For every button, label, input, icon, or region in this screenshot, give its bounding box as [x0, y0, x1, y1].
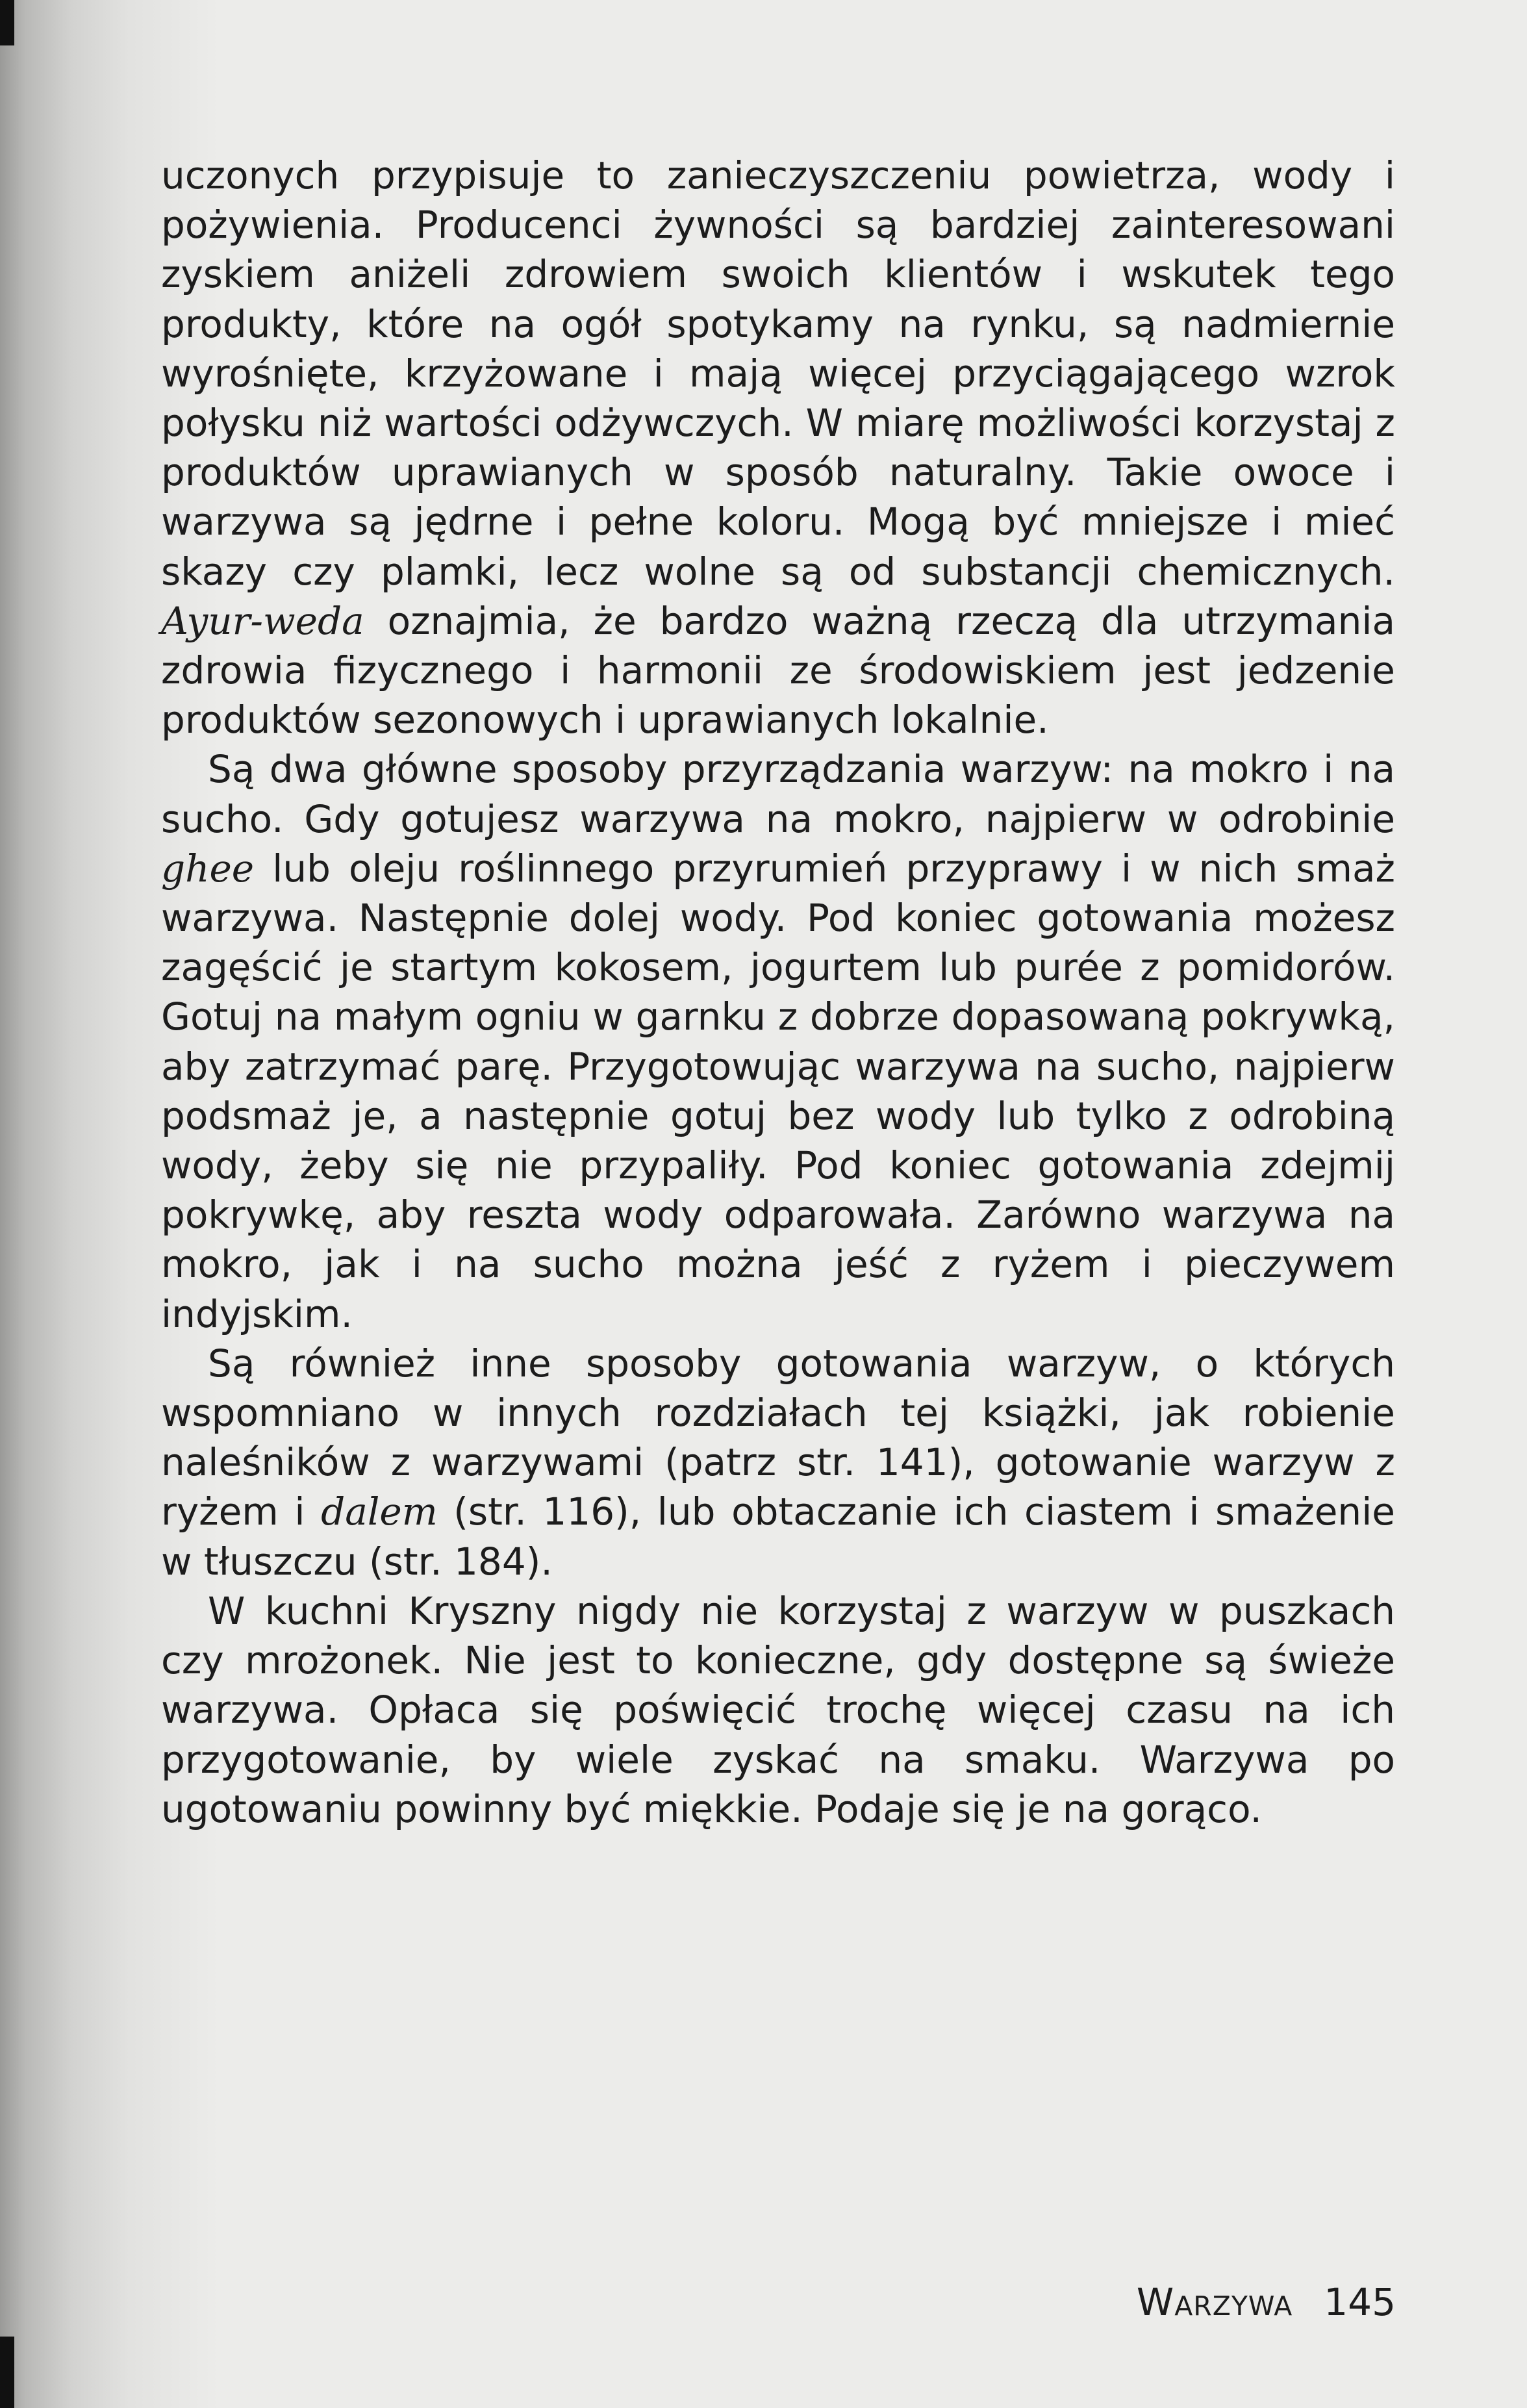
text-segment: lub oleju roślinnego przyrumień przyprawy i w nich smaż warzywa. Następnie dolej wody. Pod koniec gotowania możesz zagęścić je startym kokosem, jogurtem lub purée z pomidorów. Gotuj na małym ogniu w garnku z dobrze dopasowaną pokrywką, aby zatrzymać parę. Przygotowując warzywa na sucho, najpierw podsmaż je, a następnie gotuj bez wody lub tylko z odrobiną wody, żeby się nie przypaliły. Pod koniec gotowania zdejmij pokrywkę, aby reszta wody odparowała. Zarówno warzywa na mokro, jak i na sucho można jeść z ryżem i pieczywem indyjskim. [161, 846, 1395, 1336]
text-segment: uczonych przypisuje to zanieczyszczeniu powietrza, wody i pożywienia. Producenci żywności są bardziej zainteresowani zyskiem aniżeli zdrowiem swoich klientów i wskutek tego produkty, które na ogół spotykamy na rynku, są nadmiernie wyrośnięte, krzyżowane i mają więcej przyciągającego wzrok połysku niż wartości odżywczych. W miarę możliwości korzystaj z produktów uprawianych w sposób naturalny. Takie owoce i warzywa są jędrne i pełne koloru. Mogą być mniejsze i mieć skazy czy plamki, lecz wolne są od substancji chemicznych. [161, 153, 1395, 594]
paragraph-4 [161, 1586, 1395, 1834]
scan-edge-mark [0, 2337, 14, 2408]
paragraph-2 [161, 744, 1395, 1338]
body-text [161, 151, 1395, 1834]
text-segment: (str. 116), lub obtaczanie ich ciastem i smażenie w tłuszczu (str. 184). [161, 1489, 1395, 1584]
page-number: 145 [1324, 2280, 1396, 2324]
text-segment: Są również inne sposoby gotowania warzyw, o których wspomniano w innych rozdziałach tej książki, jak robienie naleśników z warzywami (patrz str. 141), gotowanie warzyw z ryżem i [161, 1341, 1395, 1534]
italic-term: dalem [321, 1489, 438, 1534]
paragraph-3 [161, 1339, 1395, 1586]
italic-term: Ayur-weda [161, 598, 364, 643]
text-segment: W kuchni Kryszny nigdy nie korzystaj z warzyw w puszkach czy mrożonek. Nie jest to konieczne, gdy dostępne są świeże warzywa. Opłaca się poświęcić trochę więcej czasu na ich przygotowanie, by wiele zyskać na smaku. Warzywa po ugotowaniu powinny być miękkie. Podaje się je na gorąco. [161, 1588, 1395, 1831]
page-footer [1137, 2280, 1396, 2324]
italic-term: ghee [161, 846, 255, 891]
paragraph-1 [161, 151, 1395, 744]
text-segment: Są dwa główne sposoby przyrządzania warzyw: na mokro i na sucho. Gdy gotujesz warzywa na mokro, najpierw w odrobinie [161, 747, 1395, 841]
text-segment: oznajmia, że bardzo ważną rzeczą dla utrzymania zdrowia fizycznego i harmonii ze środowiskiem jest jedzenie produktów sezonowych i uprawianych lokalnie. [161, 598, 1395, 742]
scan-edge-mark [0, 0, 14, 45]
running-head: Warzywa [1136, 2280, 1293, 2324]
